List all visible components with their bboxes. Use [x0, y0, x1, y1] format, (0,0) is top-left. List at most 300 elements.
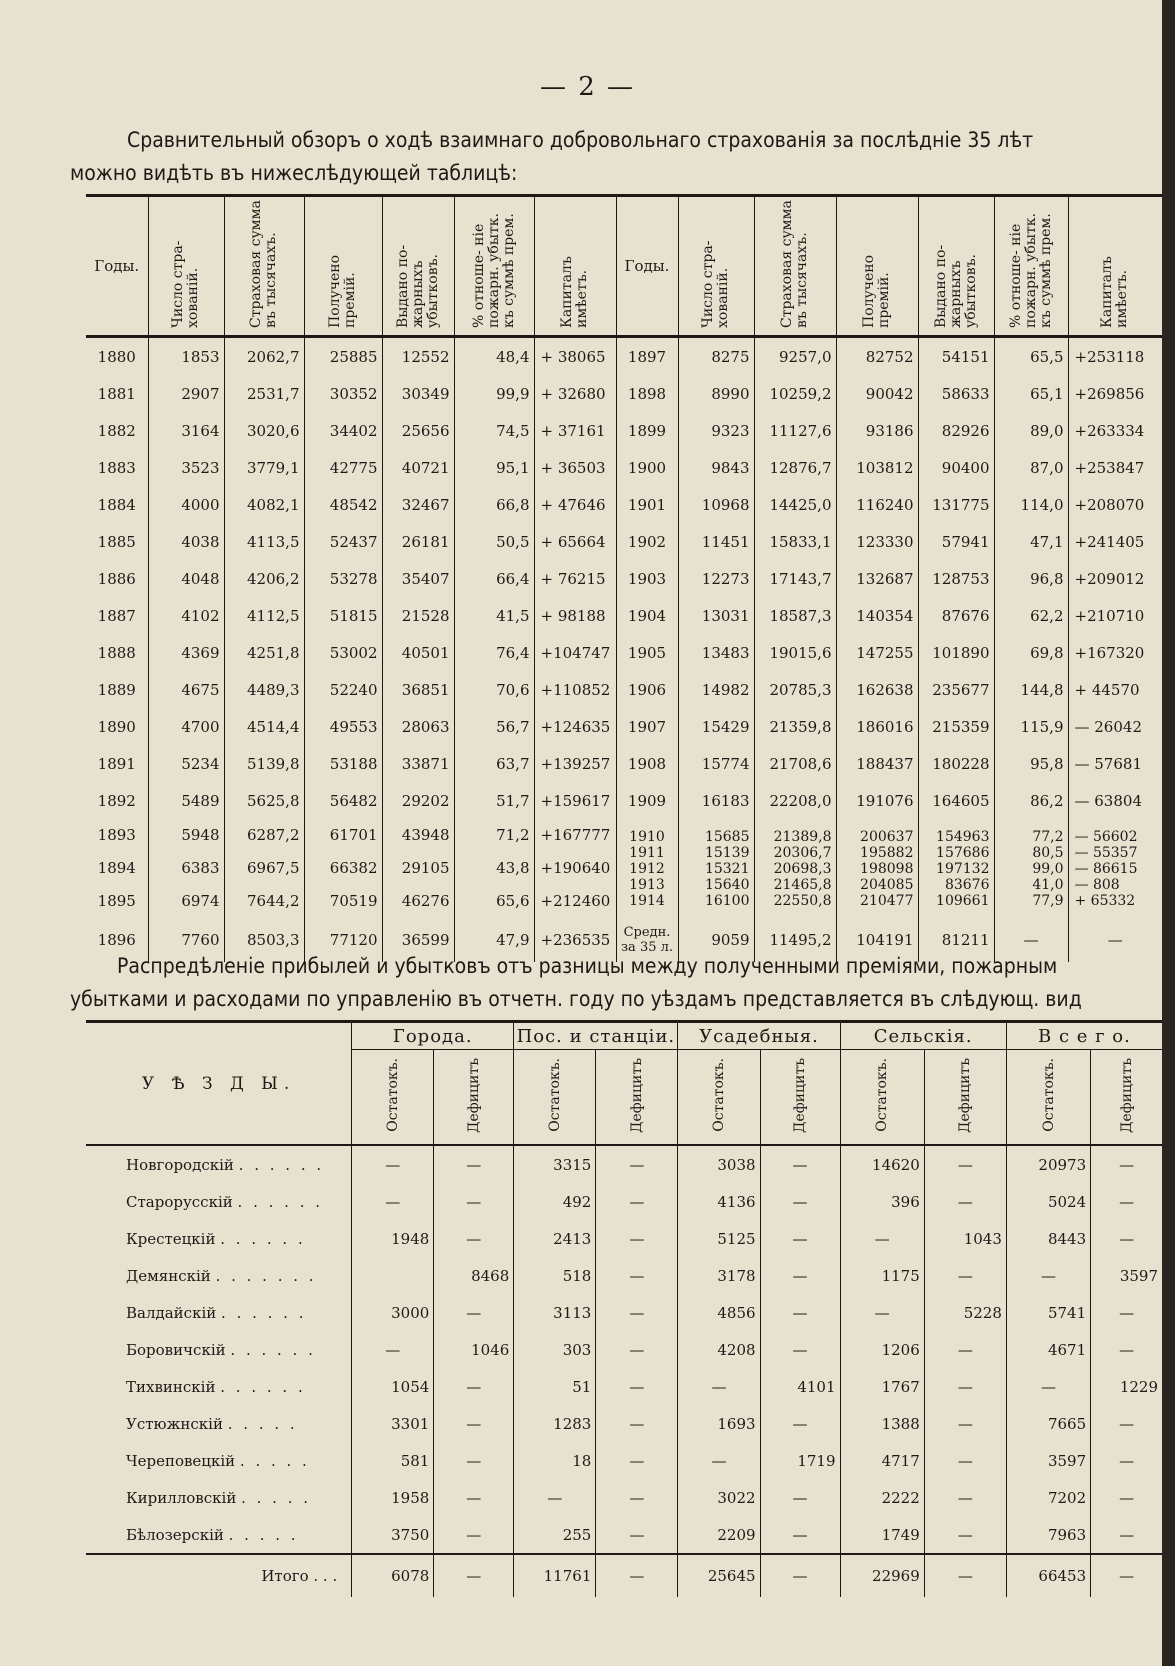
cell-count: 4102: [148, 597, 224, 634]
page-number: — 2 —: [539, 72, 636, 102]
cell-surplus: 18: [514, 1442, 596, 1479]
total-surplus: 11761: [514, 1554, 596, 1597]
cell-surplus: —: [840, 1220, 924, 1257]
group-left-value: +190640: [540, 859, 611, 877]
cell-losses: 21528: [382, 597, 454, 634]
cell-surplus: 1767: [840, 1368, 924, 1405]
col-premiums-2: Получено премій.: [836, 196, 918, 337]
cell-pct: 47,9: [454, 918, 534, 962]
table-row: [86, 1442, 1162, 1479]
cell-count: 5489: [148, 782, 224, 819]
cell-count: 9843: [678, 449, 754, 486]
cell-year: 1898: [616, 375, 678, 412]
leader-dots: . . . . .: [227, 1414, 298, 1433]
col-uezd: У Ѣ З Д Ы.: [86, 1022, 352, 1146]
cell-premiums: 53002: [304, 634, 382, 671]
cell-sum: 12876,7: [754, 449, 836, 486]
cell-losses: 58633: [918, 375, 994, 412]
cell-year: 1900: [616, 449, 678, 486]
group-right-value: 154963: [936, 828, 990, 845]
cell-pct: 65,5: [994, 337, 1068, 376]
group-right-value: 21465,8: [773, 876, 832, 893]
sub-surplus: Остатокъ.: [678, 1050, 760, 1146]
cell-surplus: 5024: [1006, 1183, 1090, 1220]
total-label: Итого . . .: [86, 1554, 352, 1597]
group-right-value: 1912: [629, 860, 665, 877]
cell-pct: 50,5: [454, 523, 534, 560]
cell-year: 1901: [616, 486, 678, 523]
cell-deficit: —: [760, 1294, 840, 1331]
total-surplus: 6078: [352, 1554, 434, 1597]
cell-year: 1904: [616, 597, 678, 634]
district-label: Тихвинскій: [126, 1377, 216, 1396]
cell-deficit: —: [434, 1368, 514, 1405]
group-right-value: 198098: [860, 860, 914, 877]
district-label: Старорусскій: [126, 1192, 233, 1211]
cell-deficit: —: [1119, 1229, 1135, 1248]
group-left-value: 70519: [329, 892, 378, 910]
cell-surplus: —: [840, 1294, 924, 1331]
cell-sum: 11495,2: [754, 918, 836, 962]
group-right-value: 99,0: [1032, 860, 1064, 877]
group-left-value: 29105: [401, 859, 450, 877]
table-row: [86, 375, 1162, 412]
district-name: [86, 1145, 352, 1183]
cell-pct: 86,2: [994, 782, 1068, 819]
table-row: [86, 560, 1162, 597]
cell-sum: 18587,3: [754, 597, 836, 634]
cell-sum: 17143,7: [754, 560, 836, 597]
cell-capital: +263334: [1074, 421, 1145, 440]
group-right-value: 22550,8: [773, 892, 832, 909]
cell-capital: +139257: [534, 745, 616, 782]
district-name: [86, 1257, 352, 1294]
group-left-value: 1894: [97, 859, 136, 877]
cell-surplus: 5125: [678, 1220, 760, 1257]
col-sum: Страховая сумма въ тысячахъ.: [224, 196, 304, 337]
table-row: [86, 1479, 1162, 1516]
cell-capital: +209012: [1074, 569, 1145, 588]
group-left-value: 5948: [181, 826, 220, 844]
cell-losses: 81211: [918, 918, 994, 962]
table-row: [86, 1331, 1162, 1368]
table-row: [86, 1183, 1162, 1220]
group-left-value: 61701: [329, 826, 378, 844]
cell-count: 4675: [148, 671, 224, 708]
cell-deficit: —: [760, 1405, 840, 1442]
cell-premiums: 123330: [836, 523, 918, 560]
group-right-value: 197132: [936, 860, 990, 877]
cell-losses: 12552: [382, 337, 454, 376]
cell-year: 1902: [616, 523, 678, 560]
group-right-value: 15139: [704, 844, 750, 861]
cell-year: 1892: [86, 782, 148, 819]
cell-premiums: 103812: [836, 449, 918, 486]
cell-surplus: 1283: [514, 1405, 596, 1442]
cell-premiums: 52437: [304, 523, 382, 560]
cell-count: 4038: [148, 523, 224, 560]
group-right-value: 1911: [629, 844, 665, 861]
col-losses: Выдано по- жарныхъ убытковъ.: [382, 196, 454, 337]
table-row: [86, 1220, 1162, 1257]
cell-sum: 14425,0: [754, 486, 836, 523]
group-right-value: 200637: [860, 828, 914, 845]
cell-deficit: —: [760, 1257, 840, 1294]
cell-surplus: 20973: [1006, 1145, 1090, 1183]
cell-surplus: 1749: [840, 1516, 924, 1554]
leader-dots: . . . . . .: [238, 1155, 325, 1174]
sub-surplus: Остатокъ.: [1006, 1050, 1090, 1146]
group-right-value: 20698,3: [773, 860, 832, 877]
cell-deficit: —: [596, 1405, 678, 1442]
cell-deficit: —: [596, 1183, 678, 1220]
cell-capital: +167320: [1074, 643, 1145, 662]
table-row: [86, 1145, 1162, 1183]
cell-year: 1890: [86, 708, 148, 745]
cell-capital: +110852: [534, 671, 616, 708]
cell-sum: 4489,3: [224, 671, 304, 708]
cell-pct: 65,1: [994, 375, 1068, 412]
intro-line-1: Сравнительный обзоръ о ходѣ взаимнаго добровольнаго страхованія за послѣдніе 35 лѣт: [127, 128, 1034, 152]
cell-premiums: 42775: [304, 449, 382, 486]
group-left-value: 65,6: [496, 892, 530, 910]
cell-deficit: —: [1119, 1451, 1135, 1470]
cell-losses: 40721: [382, 449, 454, 486]
cell-surplus: 3113: [514, 1294, 596, 1331]
cell-year: Средн. за 35 л.: [616, 918, 678, 962]
cell-pct: 56,7: [454, 708, 534, 745]
cell-surplus: 3315: [514, 1145, 596, 1183]
cell-surplus: 5741: [1006, 1294, 1090, 1331]
cell-surplus: 3038: [678, 1145, 760, 1183]
cell-count: 7760: [148, 918, 224, 962]
cell-capital: +159617: [534, 782, 616, 819]
group-left-value: 46276: [401, 892, 450, 910]
leader-dots: . . . . . .: [237, 1192, 323, 1211]
cell-capital: — 26042: [1074, 717, 1142, 736]
cell-year: 1883: [86, 449, 148, 486]
cell-count: 3164: [148, 412, 224, 449]
cell-premiums: 48542: [304, 486, 382, 523]
cell-deficit: 4101: [760, 1368, 840, 1405]
table1-header-row: [86, 196, 1162, 337]
cell-deficit: —: [924, 1405, 1006, 1442]
cell-surplus: [352, 1257, 434, 1294]
cell-losses: 90400: [918, 449, 994, 486]
cell-year: 1899: [616, 412, 678, 449]
cell-surplus: 1958: [352, 1479, 434, 1516]
cell-deficit: —: [1119, 1192, 1135, 1211]
cell-losses: 164605: [918, 782, 994, 819]
cell-count: 12273: [678, 560, 754, 597]
cell-deficit: —: [760, 1183, 840, 1220]
cell-deficit: —: [1119, 1340, 1135, 1359]
cell-count: 13031: [678, 597, 754, 634]
cell-year: 1896: [86, 918, 148, 962]
cell-losses: 57941: [918, 523, 994, 560]
leader-dots: . . . . . .: [230, 1340, 316, 1359]
cell-sum: 9257,0: [754, 337, 836, 376]
cell-count: 13483: [678, 634, 754, 671]
group-right-value: 16100: [704, 892, 750, 909]
cell-losses: 54151: [918, 337, 994, 376]
sub-deficit: Дефицитъ: [1091, 1050, 1162, 1146]
district-name: [86, 1405, 352, 1442]
district-name: [86, 1220, 352, 1257]
cell-losses-group: [382, 819, 454, 918]
cell-year: 1909: [616, 782, 678, 819]
cell-capital: +253847: [1074, 458, 1145, 477]
cell-count: 9059: [678, 918, 754, 962]
cell-pct: 41,5: [454, 597, 534, 634]
page-edge: [1162, 0, 1175, 1666]
cell-deficit: —: [760, 1479, 840, 1516]
group-right-value: 41,0: [1032, 876, 1064, 893]
cell-sum: 22208,0: [754, 782, 836, 819]
cell-deficit: —: [924, 1442, 1006, 1479]
cell-deficit: 1229: [1119, 1377, 1158, 1396]
cell-deficit: 1046: [434, 1331, 514, 1368]
cell-sum: 10259,2: [754, 375, 836, 412]
cell-surplus: 4208: [678, 1331, 760, 1368]
cell-premiums: 132687: [836, 560, 918, 597]
district-label: Валдайскій: [126, 1303, 217, 1322]
group-right-value: + 65332: [1074, 892, 1136, 909]
group-right-value: 210477: [860, 892, 914, 909]
cell-year: 1903: [616, 560, 678, 597]
cell-sum-group: [224, 819, 304, 918]
leader-dots: . . . . . . .: [215, 1266, 317, 1285]
cell-surplus: 4671: [1006, 1331, 1090, 1368]
cell-pct: 66,8: [454, 486, 534, 523]
total-surplus: 66453: [1006, 1554, 1090, 1597]
cell-pct: 114,0: [994, 486, 1068, 523]
cell-deficit: —: [1119, 1488, 1135, 1507]
col-pct-2: % отноше- ніе пожарн. убытк. къ суммѣ прем.: [994, 196, 1068, 337]
group-estates: Усадебныя.: [678, 1022, 840, 1050]
cell-sum-group-right: [754, 819, 836, 918]
cell-capital: +236535: [534, 918, 616, 962]
cell-deficit: 3597: [1119, 1266, 1158, 1285]
cell-deficit: —: [760, 1220, 840, 1257]
cell-premiums: 140354: [836, 597, 918, 634]
cell-premiums: 30352: [304, 375, 382, 412]
cell-surplus: 1206: [840, 1331, 924, 1368]
cell-surplus: 492: [514, 1183, 596, 1220]
cell-capital-group-right: [1068, 819, 1162, 918]
sub-deficit: Дефицитъ: [434, 1050, 514, 1146]
cell-capital-group: [534, 819, 616, 918]
table-row: [86, 1405, 1162, 1442]
cell-year: 1906: [616, 671, 678, 708]
cell-losses: 128753: [918, 560, 994, 597]
total-deficit: —: [760, 1554, 840, 1597]
cell-pct: 144,8: [994, 671, 1068, 708]
total-deficit: —: [434, 1554, 514, 1597]
cell-count: 4000: [148, 486, 224, 523]
table-row: [86, 597, 1162, 634]
cell-losses: 28063: [382, 708, 454, 745]
cell-pct: 89,0: [994, 412, 1068, 449]
leader-dots: . . . . .: [239, 1451, 310, 1470]
district-profit-table: [86, 1020, 1162, 1597]
cell-sum: 15833,1: [754, 523, 836, 560]
group-right-value: 77,9: [1032, 892, 1064, 909]
cell-pct: 48,4: [454, 337, 534, 376]
cell-deficit: —: [434, 1183, 514, 1220]
cell-count: 2907: [148, 375, 224, 412]
cell-capital: + 44570: [1074, 680, 1140, 699]
cell-losses: 36851: [382, 671, 454, 708]
group-right-value: 83676: [944, 876, 990, 893]
table-row: [86, 671, 1162, 708]
table-row: [86, 486, 1162, 523]
cell-deficit: —: [924, 1368, 1006, 1405]
group-left-value: 43,8: [496, 859, 530, 877]
group-left-value: 43948: [401, 826, 450, 844]
cell-surplus: 3750: [352, 1516, 434, 1554]
table-row: [86, 1257, 1162, 1294]
cell-pct: 76,4: [454, 634, 534, 671]
cell-deficit: —: [924, 1183, 1006, 1220]
group-left-value: 1895: [97, 892, 136, 910]
group-right-value: 1913: [629, 876, 665, 893]
cell-count: 8990: [678, 375, 754, 412]
cell-capital: +269856: [1074, 384, 1145, 403]
cell-sum: 4082,1: [224, 486, 304, 523]
table-row: [86, 1516, 1162, 1554]
cell-count: 1853: [148, 337, 224, 376]
col-years: Годы.: [86, 196, 148, 337]
cell-year: 1882: [86, 412, 148, 449]
cell-losses: 26181: [382, 523, 454, 560]
cell-year-group: [86, 819, 148, 918]
cell-deficit: —: [596, 1220, 678, 1257]
group-settlements: Пос. и станціи.: [514, 1022, 678, 1050]
district-name: [86, 1368, 352, 1405]
cell-year: 1885: [86, 523, 148, 560]
intro2-line-2: убытками и расходами по управленію въ отчетн. году по уѣздамъ представляется въ слѣдующ. вид: [70, 987, 1082, 1011]
group-left-value: 6974: [181, 892, 220, 910]
cell-year: 1908: [616, 745, 678, 782]
cell-surplus: 1693: [678, 1405, 760, 1442]
district-name: [86, 1442, 352, 1479]
cell-sum: 3779,1: [224, 449, 304, 486]
cell-premiums: 34402: [304, 412, 382, 449]
table-row-group: [86, 819, 1162, 918]
cell-surplus: 7665: [1006, 1405, 1090, 1442]
cell-sum: 11127,6: [754, 412, 836, 449]
district-label: Боровичскій: [126, 1340, 226, 1359]
cell-capital: +208070: [1074, 495, 1145, 514]
group-right-value: 157686: [936, 844, 990, 861]
leader-dots: . . . . .: [241, 1488, 312, 1507]
total-surplus: 25645: [678, 1554, 760, 1597]
cell-deficit: —: [434, 1145, 514, 1183]
cell-count: 3523: [148, 449, 224, 486]
total-deficit: —: [1091, 1554, 1162, 1597]
cell-surplus: 7202: [1006, 1479, 1090, 1516]
cell-year: 1881: [86, 375, 148, 412]
district-name: [86, 1294, 352, 1331]
cell-deficit: —: [924, 1331, 1006, 1368]
cell-sum: 4514,4: [224, 708, 304, 745]
district-label: Череповецкій: [126, 1451, 236, 1470]
cell-capital: +253118: [1074, 347, 1145, 366]
cell-surplus: 396: [840, 1183, 924, 1220]
group-right-value: 20306,7: [773, 844, 832, 861]
cell-premiums: 77120: [304, 918, 382, 962]
cell-losses: 40501: [382, 634, 454, 671]
cell-surplus: —: [352, 1183, 434, 1220]
table-row: [86, 337, 1162, 376]
total-deficit: —: [924, 1554, 1006, 1597]
total-surplus: 22969: [840, 1554, 924, 1597]
district-label: Бѣлозерскій: [126, 1525, 224, 1544]
table-row: [86, 1368, 1162, 1405]
group-cities: Города.: [352, 1022, 514, 1050]
leader-dots: . . . . . .: [221, 1303, 307, 1322]
sub-surplus: Остатокъ.: [840, 1050, 924, 1146]
group-right-value: 1910: [629, 828, 665, 845]
group-right-value: — 808: [1074, 876, 1120, 893]
cell-pct: 62,2: [994, 597, 1068, 634]
table-row: [86, 1294, 1162, 1331]
cell-surplus: 14620: [840, 1145, 924, 1183]
cell-sum: 21708,6: [754, 745, 836, 782]
cell-sum: 19015,6: [754, 634, 836, 671]
group-right-value: — 56602: [1074, 828, 1138, 845]
cell-deficit: —: [596, 1368, 678, 1405]
group-right-value: 204085: [860, 876, 914, 893]
cell-premiums: 116240: [836, 486, 918, 523]
cell-pct: 51,7: [454, 782, 534, 819]
cell-surplus: 581: [352, 1442, 434, 1479]
cell-deficit: —: [924, 1516, 1006, 1554]
cell-capital: + 47646: [534, 486, 616, 523]
cell-deficit: —: [924, 1257, 1006, 1294]
cell-capital: — 57681: [1074, 754, 1142, 773]
cell-deficit: —: [596, 1442, 678, 1479]
cell-count: 15429: [678, 708, 754, 745]
group-left-value: 6287,2: [247, 826, 300, 844]
district-label: Крестецкій: [126, 1229, 216, 1248]
cell-deficit: —: [1119, 1155, 1135, 1174]
cell-count: 9323: [678, 412, 754, 449]
cell-year: 1886: [86, 560, 148, 597]
cell-premiums: 188437: [836, 745, 918, 782]
cell-surplus: —: [678, 1368, 760, 1405]
group-right-value: 15685: [704, 828, 750, 845]
cell-year: 1891: [86, 745, 148, 782]
cell-deficit: —: [434, 1294, 514, 1331]
group-right-value: 1914: [629, 892, 665, 909]
cell-count: 4700: [148, 708, 224, 745]
cell-surplus: 303: [514, 1331, 596, 1368]
cell-surplus: 3178: [678, 1257, 760, 1294]
cell-sum: 5139,8: [224, 745, 304, 782]
cell-pct: 96,8: [994, 560, 1068, 597]
col-count: Число стра- хованій.: [148, 196, 224, 337]
cell-pct: —: [994, 918, 1068, 962]
cell-capital: + 32680: [534, 375, 616, 412]
cell-pct: 95,8: [994, 745, 1068, 782]
cell-deficit: —: [596, 1145, 678, 1183]
cell-losses: 33871: [382, 745, 454, 782]
group-left-value: 7644,2: [247, 892, 300, 910]
cell-losses: 30349: [382, 375, 454, 412]
cell-losses: 29202: [382, 782, 454, 819]
